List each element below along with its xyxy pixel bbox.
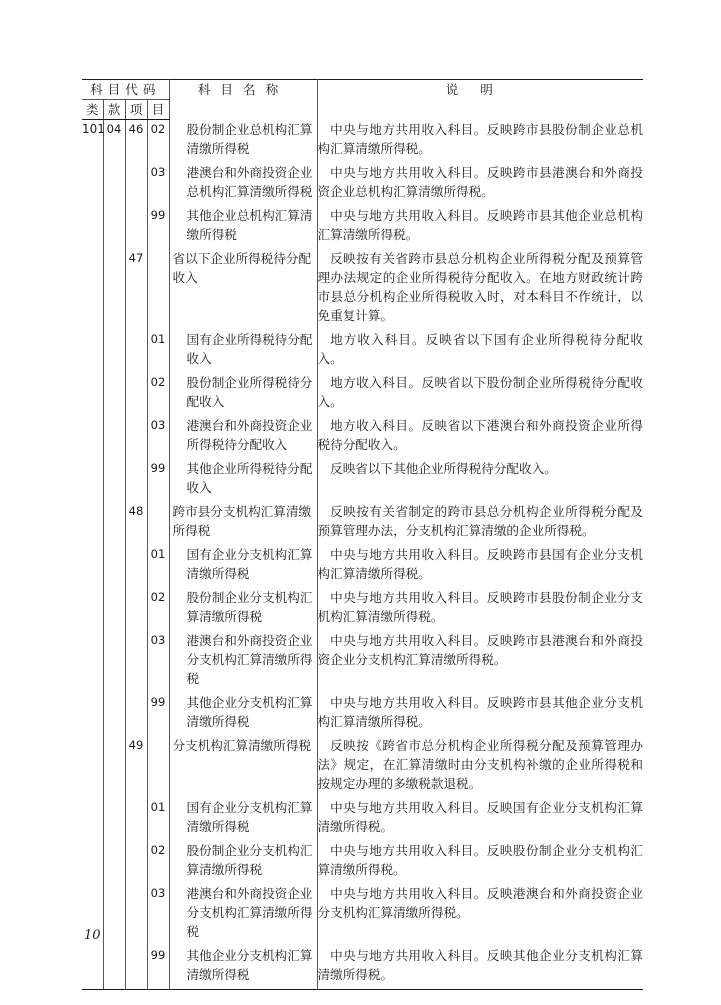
subject-name-cell xyxy=(169,163,317,206)
code-xiang xyxy=(125,163,147,206)
code-kuan xyxy=(103,736,125,798)
code-xiang xyxy=(125,206,147,249)
code-mu xyxy=(147,249,169,330)
code-lei xyxy=(82,693,103,736)
subject-name-cell xyxy=(169,502,317,545)
code-lei xyxy=(82,249,103,330)
subject-description: 中央与地方共用收入科目。反映股份制企业分支机构汇算清缴所得税。 xyxy=(317,842,643,877)
subject-description: 中央与地方共用收入科目。反映其他企业分支机构汇算清缴所得税。 xyxy=(317,947,643,982)
code-xiang xyxy=(125,884,147,946)
page-number: 10 xyxy=(84,928,101,943)
table-row xyxy=(82,631,643,693)
code-kuan xyxy=(103,330,125,373)
table-row xyxy=(82,206,643,249)
table-row xyxy=(82,502,643,545)
code-xiang: 46 xyxy=(125,120,147,163)
code-mu: 03 xyxy=(147,163,169,206)
subject-name: 国有企业分支机构汇算清缴所得税 xyxy=(186,546,313,581)
subject-name-cell xyxy=(169,631,317,693)
subject-description: 中央与地方共用收入科目。反映跨市县港澳台和外商投资企业分支机构汇算清缴所得税。 xyxy=(317,632,643,667)
code-kuan xyxy=(103,693,125,736)
header-kuan: 款 xyxy=(103,100,125,120)
subject-description-cell xyxy=(317,459,643,502)
code-kuan xyxy=(103,946,125,990)
subject-name: 其他企业分支机构汇算清缴所得税 xyxy=(186,947,313,982)
header-subject-code: 科目代码 xyxy=(82,80,169,100)
header-mu: 目 xyxy=(147,100,169,120)
subject-description: 中央与地方共用收入科目。反映跨市县其他企业总机构汇算清缴所得税。 xyxy=(317,207,643,242)
code-lei xyxy=(82,736,103,798)
code-lei xyxy=(82,502,103,545)
subject-name-cell xyxy=(169,120,317,163)
code-xiang xyxy=(125,693,147,736)
code-lei xyxy=(82,373,103,416)
code-mu: 03 xyxy=(147,416,169,459)
table-row xyxy=(82,416,643,459)
table-row xyxy=(82,163,643,206)
header-lei: 类 xyxy=(82,100,103,120)
code-kuan xyxy=(103,249,125,330)
code-kuan xyxy=(103,416,125,459)
subject-description: 中央与地方共用收入科目。反映跨市县国有企业分支机构汇算清缴所得税。 xyxy=(317,546,643,581)
code-kuan xyxy=(103,502,125,545)
code-lei xyxy=(82,588,103,631)
subject-description-cell xyxy=(317,693,643,736)
subject-description-cell xyxy=(317,416,643,459)
code-kuan xyxy=(103,588,125,631)
subject-name-cell xyxy=(169,736,317,798)
subject-description: 中央与地方共用收入科目。反映国有企业分支机构汇算清缴所得税。 xyxy=(317,799,643,834)
code-lei xyxy=(82,163,103,206)
table-row xyxy=(82,693,643,736)
code-lei xyxy=(82,206,103,249)
code-mu: 99 xyxy=(147,459,169,502)
code-xiang xyxy=(125,841,147,884)
code-mu: 99 xyxy=(147,206,169,249)
code-lei xyxy=(82,545,103,588)
table-row xyxy=(82,946,643,990)
subject-description-cell xyxy=(317,884,643,946)
subject-description: 中央与地方共用收入科目。反映跨市县股份制企业总机构汇算清缴所得税。 xyxy=(317,121,643,156)
code-kuan xyxy=(103,459,125,502)
code-mu: 99 xyxy=(147,946,169,990)
table-row xyxy=(82,841,643,884)
code-kuan xyxy=(103,884,125,946)
code-kuan xyxy=(103,373,125,416)
code-lei xyxy=(82,946,103,990)
table-row xyxy=(82,884,643,946)
subject-name: 股份制企业分支机构汇算清缴所得税 xyxy=(186,589,313,624)
table-row xyxy=(82,373,643,416)
subject-description-cell xyxy=(317,206,643,249)
subject-description: 反映按有关省跨市县总分机构企业所得税分配及预算管理办法规定的企业所得税待分配收入。在地方财政统计跨市县总分机构企业所得税收入时，对本科目不作统计，以免重复计算。 xyxy=(317,250,643,323)
code-kuan xyxy=(103,841,125,884)
subject-name-cell xyxy=(169,545,317,588)
code-mu: 03 xyxy=(147,884,169,946)
subject-name: 其他企业总机构汇算清缴所得税 xyxy=(186,207,313,242)
subject-name-cell xyxy=(169,798,317,841)
code-xiang xyxy=(125,946,147,990)
subject-name: 分支机构汇算清缴所得税 xyxy=(172,737,312,753)
code-lei xyxy=(82,798,103,841)
subject-description-cell xyxy=(317,330,643,373)
subject-name: 股份制企业所得税待分配收入 xyxy=(186,374,313,409)
subject-description-cell xyxy=(317,588,643,631)
code-mu: 02 xyxy=(147,841,169,884)
subject-name-cell xyxy=(169,373,317,416)
code-xiang xyxy=(125,373,147,416)
subject-name: 港澳台和外商投资企业分支机构汇算清缴所得税 xyxy=(186,632,313,686)
subject-name: 其他企业分支机构汇算清缴所得税 xyxy=(186,694,313,729)
subject-name: 股份制企业分支机构汇算清缴所得税 xyxy=(186,842,313,877)
subject-description: 中央与地方共用收入科目。反映港澳台和外商投资企业分支机构汇算清缴所得税。 xyxy=(317,885,643,920)
subject-name-cell xyxy=(169,693,317,736)
code-xiang xyxy=(125,588,147,631)
subject-description-cell xyxy=(317,545,643,588)
subject-description: 中央与地方共用收入科目。反映跨市县股份制企业分支机构汇算清缴所得税。 xyxy=(317,589,643,624)
subject-name-cell xyxy=(169,330,317,373)
code-lei: 101 xyxy=(82,120,103,163)
table-header-row xyxy=(82,80,643,100)
subject-name: 股份制企业总机构汇算清缴所得税 xyxy=(186,121,313,156)
code-kuan xyxy=(103,798,125,841)
subject-description-cell xyxy=(317,249,643,330)
code-mu: 02 xyxy=(147,588,169,631)
subject-name: 其他企业所得税待分配收入 xyxy=(186,460,313,495)
subject-name: 国有企业所得税待分配收入 xyxy=(186,331,313,366)
table-body xyxy=(82,120,643,990)
code-lei xyxy=(82,330,103,373)
code-lei xyxy=(82,459,103,502)
table-row xyxy=(82,736,643,798)
subject-name: 国有企业分支机构汇算清缴所得税 xyxy=(186,799,313,834)
subject-description: 中央与地方共用收入科目。反映跨市县港澳台和外商投资企业总机构汇算清缴所得税。 xyxy=(317,164,643,199)
subject-description: 反映按《跨省市总分机构企业所得税分配及预算管理办法》规定，在汇算清缴时由分支机构补缴的企业所得税和按规定办理的多缴税款退税。 xyxy=(317,737,643,791)
code-mu: 02 xyxy=(147,120,169,163)
subject-name-cell xyxy=(169,459,317,502)
subject-name: 跨市县分支机构汇算清缴所得税 xyxy=(172,503,312,538)
subject-description-cell xyxy=(317,120,643,163)
subject-description: 反映按有关省制定的跨市县总分机构企业所得税分配及预算管理办法，分支机构汇算清缴的企业所得税。 xyxy=(317,503,643,538)
subject-description-cell xyxy=(317,631,643,693)
code-lei xyxy=(82,631,103,693)
code-xiang: 48 xyxy=(125,502,147,545)
code-mu: 99 xyxy=(147,693,169,736)
code-kuan xyxy=(103,631,125,693)
table-row xyxy=(82,798,643,841)
code-xiang xyxy=(125,416,147,459)
subject-description-cell xyxy=(317,502,643,545)
subject-description: 反映省以下其他企业所得税待分配收入。 xyxy=(330,460,557,476)
code-xiang: 49 xyxy=(125,736,147,798)
subject-name: 省以下企业所得税待分配收入 xyxy=(172,250,312,285)
subject-description: 地方收入科目。反映省以下港澳台和外商投资企业所得税待分配收入。 xyxy=(317,417,643,452)
subject-name: 港澳台和外商投资企业总机构汇算清缴所得税 xyxy=(186,164,313,199)
code-xiang xyxy=(125,459,147,502)
subject-description: 地方收入科目。反映省以下股份制企业所得税待分配收入。 xyxy=(317,374,643,409)
code-kuan xyxy=(103,545,125,588)
subject-description-cell xyxy=(317,736,643,798)
code-xiang: 47 xyxy=(125,249,147,330)
code-mu xyxy=(147,502,169,545)
code-mu: 01 xyxy=(147,545,169,588)
code-xiang xyxy=(125,545,147,588)
header-description: 说明 xyxy=(317,80,643,120)
header-subject-name: 科目名称 xyxy=(169,80,317,120)
subject-name-cell xyxy=(169,206,317,249)
subject-description-cell xyxy=(317,946,643,990)
code-xiang xyxy=(125,631,147,693)
table-row xyxy=(82,545,643,588)
subject-name-cell xyxy=(169,249,317,330)
code-xiang xyxy=(125,798,147,841)
code-xiang xyxy=(125,330,147,373)
subject-description-cell xyxy=(317,373,643,416)
code-kuan xyxy=(103,163,125,206)
table-row xyxy=(82,588,643,631)
subject-name-cell xyxy=(169,946,317,990)
budget-subject-table xyxy=(82,79,643,990)
code-mu: 02 xyxy=(147,373,169,416)
subject-description: 中央与地方共用收入科目。反映跨市县其他企业分支机构汇算清缴所得税。 xyxy=(317,694,643,729)
code-lei xyxy=(82,841,103,884)
code-mu: 01 xyxy=(147,798,169,841)
subject-name: 港澳台和外商投资企业分支机构汇算清缴所得税 xyxy=(186,885,313,939)
code-kuan: 04 xyxy=(103,120,125,163)
subject-description-cell xyxy=(317,841,643,884)
subject-name-cell xyxy=(169,416,317,459)
subject-name-cell xyxy=(169,588,317,631)
table-row xyxy=(82,330,643,373)
header-xiang: 项 xyxy=(125,100,147,120)
subject-name-cell xyxy=(169,841,317,884)
code-kuan xyxy=(103,206,125,249)
table-row xyxy=(82,249,643,330)
subject-description-cell xyxy=(317,798,643,841)
code-mu xyxy=(147,736,169,798)
code-lei xyxy=(82,416,103,459)
subject-name: 港澳台和外商投资企业所得税待分配收入 xyxy=(186,417,313,452)
subject-name-cell xyxy=(169,884,317,946)
subject-description-cell xyxy=(317,163,643,206)
code-mu: 03 xyxy=(147,631,169,693)
subject-description: 地方收入科目。反映省以下国有企业所得税待分配收入。 xyxy=(317,331,643,366)
table-row xyxy=(82,459,643,502)
table-row xyxy=(82,120,643,163)
code-mu: 01 xyxy=(147,330,169,373)
